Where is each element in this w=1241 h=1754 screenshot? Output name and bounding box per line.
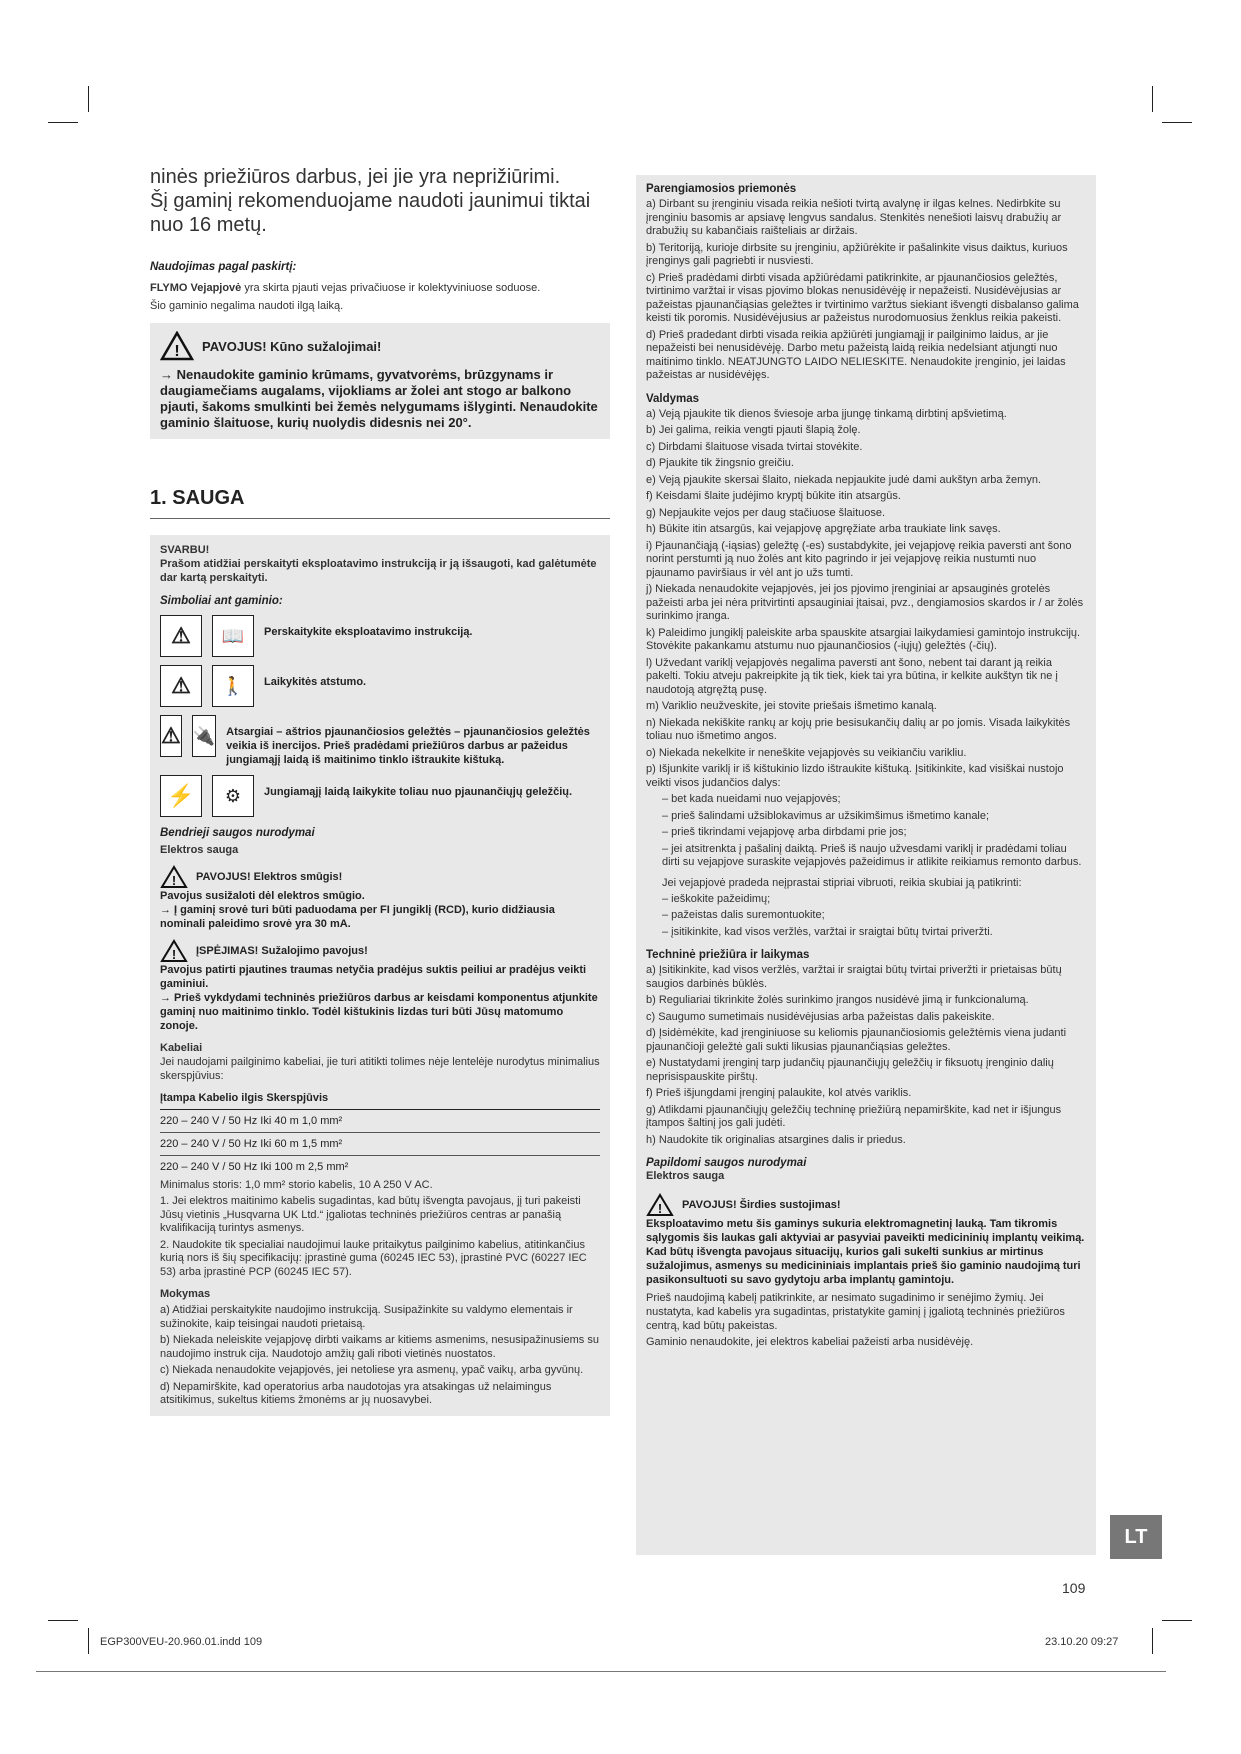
list-item: e) Nustatydami įrenginį tarp judančių pjaunančiųjų geležčių ir fiksuotų įrenginio dalių neprisispauskite pirštų.	[646, 1057, 1054, 1083]
training-list	[160, 1304, 600, 1408]
control-list	[646, 408, 1086, 791]
warning-arrow: → Prieš vykdydami techninės priežiūros darbus ar keisdami komponentus atjunkite gaminį nuo maitinimo tinklo. Todėl kištukinis lizdas turi būti Jūsų matomumo zonoje.	[160, 992, 598, 1032]
crop-mark	[1152, 1628, 1153, 1654]
list-item: – prieš tikrindami vejapjovę arba dirbdami prie jos;	[662, 826, 907, 838]
list-item: – įsitikinkite, kad visos veržlės, varžtai ir sraigtai būtų tvirtai priveržti.	[662, 925, 993, 938]
cables-heading: Kabeliai	[160, 1042, 203, 1054]
electric-heading: Elektros sauga	[160, 844, 239, 856]
warning-triangle-icon: ⚠	[160, 615, 202, 657]
crop-mark	[1152, 86, 1153, 112]
warning-line: Pavojus patirti pjautines traumas netyčia pradėjus suktis peiliui ar pradėjus veikti gaminiui.	[160, 964, 587, 990]
vibration-text: Jei vejapjovė pradeda neįprastai stipriai vibruoti, reikia skubiai ją patikrinti:	[662, 876, 1022, 889]
list-item: – jei atsitrenkta į pašalinį daiktą. Prieš iš naujo užvesdami variklį ir pradėdami toliau dirti su vejapjove suraskite vejapjovės pažeidimus ir atlikite reikiamus remonto darbus.	[662, 842, 1082, 868]
table-row: 220 – 240 V / 50 Hz Iki 40 m 1,0 mm²	[160, 1110, 600, 1133]
usage-paragraph-2: Šio gaminio negalima naudoti ilgą laiką.	[150, 300, 344, 312]
list-item: 2. Naudokite tik specialiai naudojimui lauke pritaikytus pailginimo kabelius, atitinkančius kurią nors iš šių specifikacijų: įprastinė guma (60245 IEC 53), įprastinė PVC (60227 IEC 53) arba įprastinė PCP (60245 IEC 57).	[160, 1238, 587, 1278]
warning-triangle-icon	[646, 1193, 674, 1217]
crop-mark	[88, 86, 89, 112]
section-title: 1. SAUGA	[150, 487, 610, 519]
list-item: p) Išjunkite variklį ir iš kištukinio lizdo ištraukite kištuką. Įsitikinkite, kad visiškai nustojo veikti visos judančios dalys:	[646, 763, 1064, 789]
electric-hazard-icon: ⚡	[160, 775, 202, 817]
maintenance-list	[646, 964, 1086, 1147]
list-item: c) Prieš pradėdami dirbti visada apžiūrėdami patikrinkite, ar pjaunančiosios geležtės, tvirtinimo varžtai ir visas pjovimo blokas nenusidėvėję ir nepažeisti. Nusidėvėjusias ar pažeistas pjaunančiąsias geležtes ir tvirtinimo varžtus siekiant išvengti disbalanso galima keisti tik poromis. Nusidėvėjusius ar pažeistus nurodomuosius ženklus reikia pakeisti.	[646, 271, 1079, 324]
danger-title	[160, 331, 600, 361]
svg-text:!: !	[171, 947, 177, 962]
min-thickness: Minimalus storis: 1,0 mm² storio kabelis, 10 A 250 V AC.	[160, 1179, 433, 1191]
usage-text: yra skirta pjauti vejas privačiuose ir kolektyviniuose soduose.	[241, 282, 541, 294]
page-number: 109	[1062, 1580, 1086, 1596]
crop-mark	[88, 1628, 89, 1654]
language-tab: LT	[1110, 1515, 1162, 1559]
lead-line: nuo 16 metų.	[150, 214, 267, 236]
lead-line: ninės priežiūros darbus, jei jie yra neprižiūrimi.	[150, 166, 561, 188]
symbol-text: Perskaitykite eksploatavimo instrukciją.	[264, 626, 473, 638]
list-item: i) Pjaunančiąją (-iąsias) geležtę (-es) sustabdykite, jei vejapjovę reikia paversti ant šono norint perstumti ją nuo žolės ant kito pagrindo ir jei vejapjovę reikia nustumti nuo pjaunamo paviršiaus ir vėl ant jo užs tumti.	[646, 539, 1072, 579]
danger-electric-text: PAVOJUS! Elektros smūgis!	[196, 871, 343, 883]
cable-away-icon: ⚙	[212, 775, 254, 817]
list-item: d) Pjaukite tik žingsnio greičiu.	[646, 457, 794, 469]
crop-mark	[48, 1620, 78, 1621]
heart-after-1: Prieš naudojimą kabelį patikrinkite, ar nesimato sugadinimo ir senėjimo žymių. Jei nustatyta, kad kabelis yra sugadintas, pristatykite gaminį į įgaliotą techninės priežiūros centrą, kad būtų pakeistas.	[646, 1292, 1065, 1332]
list-item: a) Įsitikinkite, kad visos veržlės, varžtai ir sraigtai būtų tvirtai priveržti ir prietaisas būtų saugios darbinės būklės.	[646, 964, 1062, 990]
danger-title-text: PAVOJUS! Kūno sužalojimai!	[202, 338, 382, 354]
thrown-objects-icon: ⚠	[160, 665, 202, 707]
list-item: f) Keisdami šlaite judėjimo kryptį būkite itin atsargūs.	[646, 490, 901, 502]
list-item: g) Nepjaukite vejos per daug stačiuose šlaituose.	[646, 506, 886, 519]
control-heading: Valdymas	[646, 392, 700, 405]
list-item: g) Atlikdami pjaunančiųjų geležčių techninę priežiūrą nepamirškite, kad net ir išjungus įtampos šaltinį jos gali judėti.	[646, 1103, 1062, 1129]
symbol-row	[160, 715, 600, 767]
crop-mark	[48, 122, 78, 123]
list-item: a) Atidžiai perskaitykite naudojimo instrukciją. Susipažinkite su valdymo elementais ir sužinokite, kaip teisingai naudoti prietaisą.	[160, 1304, 573, 1330]
svg-text:!: !	[171, 873, 177, 888]
list-item: d) Nepamirškite, kad operatorius arba naudotojas yra atsakingas už nelaimingus atsitikimus, sukeltus kitiems žmonėms ar jų nuosavybei.	[160, 1380, 552, 1406]
extra-electric: Elektros sauga	[646, 1170, 725, 1182]
list-item: m) Variklio neužveskite, jei stovite priešais išmetimo kanalą.	[646, 700, 937, 712]
list-item: b) Reguliariai tikrinkite žolės surinkimo įrangos nusidėvė jimą ir funkcionalumą.	[646, 994, 1029, 1006]
list-item: o) Niekada nekelkite ir neneškite vejapjovės su veikiančiu varikliu.	[646, 746, 967, 759]
footer-timestamp: 23.10.20 09:27	[1045, 1636, 1119, 1648]
prep-heading: Parengiamosios priemonės	[646, 183, 797, 195]
list-item: f) Prieš išjungdami įrenginį palaukite, kol atvės variklis.	[646, 1087, 912, 1099]
symbols-heading: Simboliai ant gaminio:	[160, 595, 283, 607]
list-item: c) Niekada nenaudokite vejapjovės, jei netoliese yra asmenų, ypač vaikų, arba gyvūnų.	[160, 1364, 584, 1376]
vibration-sublist	[646, 893, 1086, 940]
list-item: n) Niekada nekiškite rankų ar kojų prie besisukančių dalių ar po jomis. Visada laikykitės toliau nuo išmetimo angos.	[646, 716, 1071, 742]
cables-text: Jei naudojami pailginimo kabeliai, jie turi atitikti tolimes nėje lentelėje nurodytus minimalius skerspjūvius:	[160, 1056, 600, 1082]
important-body: Prašom atidžiai perskaityti eksploatavimo instrukciją ir ją išsaugoti, kad galėtumėte dar kartą perskaityti.	[160, 558, 597, 584]
list-item: h) Būkite itin atsargūs, kai vejapjovę apgręžiate arba traukiate link savęs.	[646, 523, 1001, 535]
heart-danger-body: Eksploatavimo metu šis gaminys sukuria elektromagnetinį lauką. Tam tikromis sąlygomis šis laukas gali aktyviai ar pasyviai paveikti medicininių implantų veikimą. Kad būtų išvengta pavojaus situacijų, kurios gali sukelti sunkius ar mirtinus sužalojimus, asmenys su medicininiais implantais prieš šio gaminio naudojimą turi pasikonsultuoti su savo gydytoju arba implantų gamintoju.	[646, 1218, 1085, 1286]
list-item: b) Niekada neleiskite vejapjovę dirbti vaikams ar kitiems asmenims, nesusipažinusiems su naudojimo instruk cija. Naudotojo amžių gali riboti vietinės nuostatos.	[160, 1334, 599, 1360]
svg-text:!: !	[657, 1201, 663, 1216]
heart-danger-text: PAVOJUS! Širdies sustojimas!	[682, 1199, 841, 1211]
cable-list	[160, 1195, 600, 1279]
crop-mark	[1162, 1620, 1192, 1621]
table-header: Įtampa Kabelio ilgis Skerspjūvis	[160, 1087, 600, 1110]
list-item: c) Saugumo sumetimais nusidėvėjusias arba pažeistas dalis pakeiskite.	[646, 1010, 995, 1023]
symbol-text: Jungiamąjį laidą laikykite toliau nuo pjaunančiųjų geležčių.	[264, 786, 573, 798]
list-item: e) Veją pjaukite skersai šlaito, niekada nepjaukite judė dami aukštyn arba žemyn.	[646, 473, 1042, 486]
footer-rule	[36, 1671, 1166, 1672]
manual-book-icon: 📖	[212, 615, 254, 657]
symbol-text: Atsargiai – aštrios pjaunančiosios geležtės – pjaunančiosios geležtės veikia iš inercijos. Prieš pradėdami priežiūros darbus ar pažeidus jungiamąjį laidą iš maitinimo tinklo ištraukite kištuką.	[226, 726, 590, 766]
danger-electric-line: Pavojus susižaloti dėl elektros smūgio.	[160, 890, 365, 902]
danger-box	[150, 323, 610, 439]
maintenance-heading: Techninė priežiūra ir laikymas	[646, 949, 810, 961]
training-heading: Mokymas	[160, 1288, 211, 1300]
unplug-icon: 🔌	[192, 715, 216, 757]
right-column	[636, 175, 1096, 1555]
symbol-row	[160, 665, 600, 707]
warning-triangle-icon	[160, 331, 194, 361]
list-item: – bet kada nueidami nuo vejapjovės;	[662, 793, 841, 805]
list-item: b) Jei galima, reikia vengti pjauti šlapią žolę.	[646, 424, 861, 436]
sharp-blade-icon: ⚠	[160, 715, 182, 757]
brand-name: FLYMO Vejapjovė	[150, 282, 242, 294]
list-item: 1. Jei elektros maitinimo kabelis sugadintas, kad būtų išvengta pavojaus, jį turi pakeisti Jūsų vietinis „Husqvarna UK Ltd.“ įgaliotas techninės priežiūros centras ar panašią kvalifikaciją turintys asmenys.	[160, 1195, 581, 1234]
heart-danger-title	[646, 1193, 1086, 1217]
important-label: SVARBU!	[160, 544, 210, 556]
danger-body: → Nenaudokite gaminio krūmams, gyvatvorėms, brūzgynams ir daugiamečiams augalams, vijokliams ar žolei ant stogo ar balkono pjauti, šakoms smulkinti bei žemės nelygumams išlyginti. Nenaudokite gaminio šlaituose, kurių nuolydis didesnis nei 20°.	[160, 367, 598, 430]
prep-list	[646, 198, 1086, 383]
list-item: k) Paleidimo jungiklį paleiskite arba spauskite atsargiai laikydamiesi gamintojo instrukcijų. Stovėkite pakankamu atstumu nuo pjaunančiosios (-iųjų) geležtės (-čių).	[646, 626, 1081, 652]
left-column	[150, 165, 610, 1416]
list-item: d) Prieš pradedant dirbti visada reikia apžiūrėti jungiamąjį ir pailginimo laidus, ar jie nepažeisti bei nenusidėvėję. Darbo metu pažeistą laidą reikia nedelsiant atjungti nuo maitinimo tinklo. NEATJUNGTO LAIDO NELIESKITE. Nenaudokite įrenginio, jei laidas pažeistas ar nusidėvėjęs.	[646, 328, 1066, 381]
warning-title	[160, 939, 600, 963]
keep-distance-icon: 🚶	[212, 665, 254, 707]
warning-triangle-icon	[160, 939, 188, 963]
list-item: j) Niekada nenaudokite vejapjovės, jei jos pjovimo įrenginiai ar apsauginės grotelės pažeisti arba jei nėra pritvirtinti apsauginiai įtaisai, pvz., dengiamosios skardos ir / ar žolės surinkimo įranga.	[646, 583, 1084, 622]
svg-text:!: !	[174, 343, 180, 360]
symbol-row	[160, 775, 600, 817]
list-item: a) Veją pjaukite tik dienos šviesoje arba įjungę tinkamą dirbtinį apšvietimą.	[646, 407, 1007, 420]
warning-title-text: ĮSPĖJIMAS! Sužalojimo pavojus!	[196, 945, 368, 957]
list-item: – prieš šalindami užsiblokavimus ar užsikimšimus išmetimo kanale;	[662, 809, 990, 822]
general-heading: Bendrieji saugos nurodymai	[160, 827, 315, 839]
safety-box	[150, 535, 610, 1416]
list-item: l) Užvedant variklį vejapjovės negalima paversti ant šono, nebent tai darant ją reikia pakelti. Tokiu atveju pakreipkite ją tik tiek, kiek tai yra būtina, ir kelkite aukštyn tik ne į naudotoją atgręžtą pusę.	[646, 656, 1058, 696]
danger-electric-arrow: → Į gaminį srovė turi būti paduodama per FI jungiklį (RCD), kurio didžiausia nominali paleidimo srovė yra 30 mA.	[160, 904, 555, 930]
cable-table	[160, 1087, 600, 1178]
list-item: d) Įsidėmėkite, kad įrenginiuose su keliomis pjaunančiosiomis geležtėmis viena judanti pjaunančioji geležtė gali sukti likusias pjaunančiąsias geležtes.	[646, 1027, 1067, 1053]
stop-sublist	[646, 793, 1086, 870]
danger-electric-title	[160, 865, 600, 889]
table-row: 220 – 240 V / 50 Hz Iki 100 m 2,5 mm²	[160, 1161, 349, 1173]
list-item: – ieškokite pažeidimų;	[662, 892, 771, 905]
lead-text	[150, 165, 610, 237]
extra-heading: Papildomi saugos nurodymai	[646, 1157, 807, 1169]
symbol-row	[160, 615, 600, 657]
list-item: – pažeistas dalis suremontuokite;	[662, 909, 825, 921]
usage-heading: Naudojimas pagal paskirtį:	[150, 261, 297, 273]
warning-triangle-icon	[160, 865, 188, 889]
symbol-text: Laikykitės atstumo.	[264, 676, 367, 688]
lead-line: Šį gaminį rekomenduojame naudoti jaunimui tiktai	[150, 190, 591, 212]
list-item: h) Naudokite tik originalias atsargines dalis ir priedus.	[646, 1133, 906, 1146]
list-item: a) Dirbant su įrenginiu visada reikia nešioti tvirtą avalynę ir ilgas kelnes. Nedirbkite su įrenginiu basomis ar apsiavę lengvus sandalus. Stenkitės nenešioti laisvų drabužių ar drabužių su kabančiais raišteliais ar diržais.	[646, 198, 1062, 237]
crop-mark	[1162, 122, 1192, 123]
list-item: b) Teritoriją, kurioje dirbsite su įrenginiu, apžiūrėkite ir pašalinkite visus daiktus, kuriuos įrenginys gali pagriebti ir nusviesti.	[646, 241, 1068, 267]
usage-paragraph	[150, 281, 610, 295]
list-item: c) Dirbdami šlaituose visada tvirtai stovėkite.	[646, 440, 863, 453]
table-row: 220 – 240 V / 50 Hz Iki 60 m 1,5 mm²	[160, 1133, 600, 1156]
heart-after-2: Gaminio nenaudokite, jei elektros kabeliai pažeisti arba nusidėvėję.	[646, 1336, 974, 1348]
footer-file: EGP300VEU-20.960.01.indd 109	[100, 1636, 263, 1648]
